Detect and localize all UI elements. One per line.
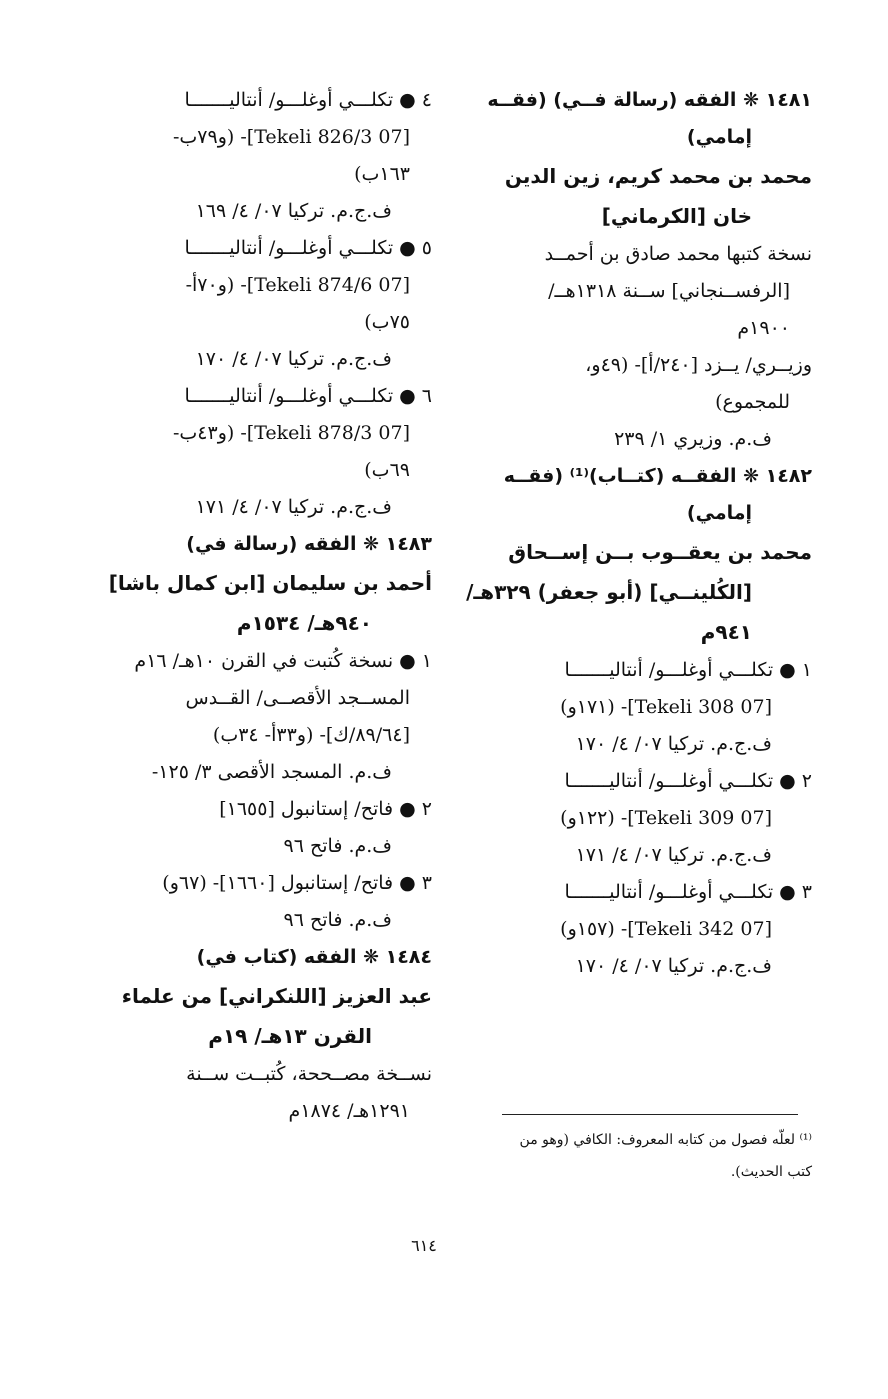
- footnote-line: كتب الحديث).: [730, 1164, 812, 1180]
- text-line: [07 Tekeli 874/6]- (و٧٠أ-: [185, 274, 410, 296]
- text-line: ٦ ● تكلـــي أوغلـــو/ أنتاليـــــــا: [184, 385, 432, 407]
- text-line: ف.ج.م. تركيا ٠٧/ ٤/ ١٧١: [195, 496, 392, 518]
- left-column: [78, 82, 432, 1130]
- text-line: ٢ ● تكلـــي أوغلـــو/ أنتاليـــــــا: [564, 770, 812, 792]
- text-line: نسخة كتبها محمد صادق بن أحمــد: [544, 243, 812, 265]
- text-line: ١٦٣ب): [354, 163, 410, 185]
- text-line: [الكُلينــي] (أبو جعفر) ٣٢٩هـ/: [466, 580, 752, 604]
- text-line: ١٢٩١هـ/ ١٨٧٤م: [288, 1100, 410, 1122]
- text-line: ٥ ● تكلـــي أوغلـــو/ أنتاليـــــــا: [184, 237, 432, 259]
- footnote-divider: [502, 1114, 798, 1115]
- footnote-line: ⁽¹⁾ لعلّه فصول من كتابه المعروف: الكافي (وهو من: [519, 1132, 812, 1148]
- text-line: [07 Tekeli 878/3]- (و٤٣ب-: [172, 422, 410, 444]
- text-line: ١٤٨٣ ❋ الفقه (رسالة في): [186, 533, 432, 555]
- text-line: ٣ ● تكلـــي أوغلـــو/ أنتاليـــــــا: [564, 881, 812, 903]
- text-line: ١٤٨٤ ❋ الفقه (كتاب في): [196, 946, 432, 968]
- text-line: ٩٤١م: [700, 620, 752, 644]
- text-line: ف.ج.م. تركيا ٠٧/ ٤/ ١٧٠: [575, 955, 772, 977]
- text-line: [الرفســنجاني] ســنة ١٣١٨هــ/: [548, 280, 790, 302]
- text-line: ف.ج.م. تركيا ٠٧/ ٤/ ١٦٩: [195, 200, 392, 222]
- text-line: ٣ ● فاتح/ إستانبول [١٦٦٠]- (٦٧و): [162, 872, 432, 894]
- text-line: ف.م. وزيري ١/ ٢٣٩: [614, 428, 772, 450]
- text-line: ١٩٠٠م: [737, 317, 790, 339]
- text-line: [07 Tekeli 308]- (١٧١و): [560, 696, 772, 718]
- text-line: ١٤٨١ ❋ الفقه (رسالة فــي) (فقــه: [487, 89, 812, 111]
- text-line: ف.م. فاتح ٩٦: [283, 835, 392, 857]
- text-line: القرن ١٣هـ/ ١٩م: [208, 1024, 372, 1048]
- text-line: ٤ ● تكلـــي أوغلـــو/ أنتاليـــــــا: [184, 89, 432, 111]
- text-line: ١ ● تكلـــي أوغلـــو/ أنتاليـــــــا: [564, 659, 812, 681]
- text-line: ٩٤٠هـ/ ١٥٣٤م: [236, 611, 372, 635]
- text-line: [٨٩/٦٤/ك]- (و٣٣أ- ٣٤ب): [212, 724, 410, 746]
- text-line: للمجموع): [715, 391, 790, 413]
- footnote: [460, 1124, 812, 1188]
- text-line: ٦٩ب): [364, 459, 410, 481]
- text-line: ٧٥ب): [364, 311, 410, 333]
- text-line: ف.ج.م. تركيا ٠٧/ ٤/ ١٧٠: [195, 348, 392, 370]
- text-line: [07 Tekeli 826/3]- (و٧٩ب-: [172, 126, 410, 148]
- text-line: ف.ج.م. تركيا ٠٧/ ٤/ ١٧٠: [575, 733, 772, 755]
- page-number: ٦١٤: [411, 1236, 437, 1255]
- right-column: [462, 82, 812, 985]
- text-line: ف.م. فاتح ٩٦: [283, 909, 392, 931]
- text-line: ف.ج.م. تركيا ٠٧/ ٤/ ١٧١: [575, 844, 772, 866]
- text-line: ف.م. المسجد الأقصى ٣/ ١٢٥-: [151, 761, 392, 783]
- text-line: وزيــري/ يــزد [٢٤٠/أ]- (٤٩و،: [585, 354, 812, 376]
- text-line: نســخة مصــححة، كُتبــت ســنة: [186, 1063, 432, 1085]
- text-line: ١ ● نسخة كُتبت في القرن ١٠هـ/ ١٦م: [134, 650, 432, 672]
- text-line: عبد العزيز [اللنكراني] من علماء: [121, 984, 432, 1008]
- text-line: محمد بن محمد كريم، زين الدين: [504, 164, 812, 188]
- text-line: أحمد بن سليمان [ابن كمال باشا]: [108, 571, 432, 595]
- text-line: خان [الكرماني]: [601, 204, 752, 228]
- text-line: المســجد الأقصــى/ القــدس: [185, 687, 410, 709]
- text-line: إمامي): [686, 126, 752, 148]
- text-line: محمد بن يعقــوب بــن إســحاق: [508, 540, 812, 564]
- text-line: ١٤٨٢ ❋ الفقــه (كتــاب)⁽¹⁾ (فقــه: [503, 465, 812, 487]
- text-line: ٢ ● فاتح/ إستانبول [١٦٥٥]: [219, 798, 432, 820]
- text-line: [07 Tekeli 342]- (١٥٧و): [560, 918, 772, 940]
- text-line: [07 Tekeli 309]- (١٢٢و): [560, 807, 772, 829]
- text-line: إمامي): [686, 502, 752, 524]
